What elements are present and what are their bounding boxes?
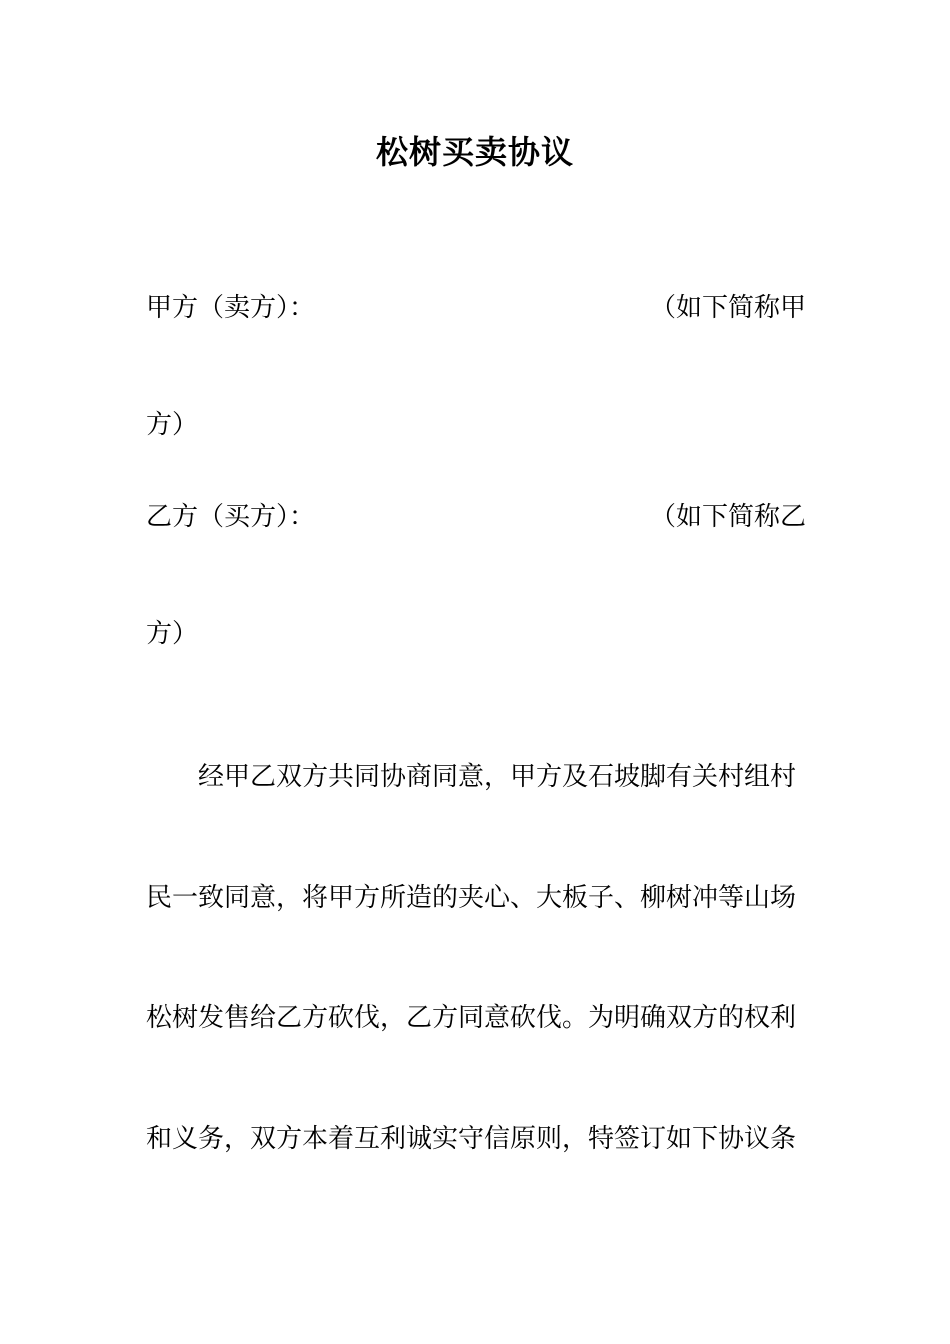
party-a-label: 甲方（卖方）： bbox=[146, 293, 316, 323]
document-title: 松树买卖协议 bbox=[375, 133, 574, 171]
body-paragraph-line: 民一致同意，将甲方所造的夹心、大板子、柳树冲等山场 bbox=[146, 883, 797, 913]
party-b-line bbox=[146, 497, 806, 537]
party-a-note-end: 方） bbox=[146, 410, 199, 440]
body-paragraph-line: 经甲乙双方共同协商同意，甲方及石坡脚有关村组村 bbox=[198, 762, 797, 792]
party-a-note-start: （如下简称甲 bbox=[649, 293, 806, 323]
body-paragraph-line: 松树发售给乙方砍伐，乙方同意砍伐。为明确双方的权利 bbox=[146, 1003, 797, 1033]
body-paragraph-line: 和义务，双方本着互利诚实守信原则，特签订如下协议条 bbox=[146, 1124, 797, 1154]
party-b-note-start: （如下简称乙 bbox=[649, 502, 806, 532]
party-a-line bbox=[146, 288, 806, 328]
party-b-label: 乙方（买方）： bbox=[146, 502, 316, 532]
party-b-note-end: 方） bbox=[146, 619, 199, 649]
